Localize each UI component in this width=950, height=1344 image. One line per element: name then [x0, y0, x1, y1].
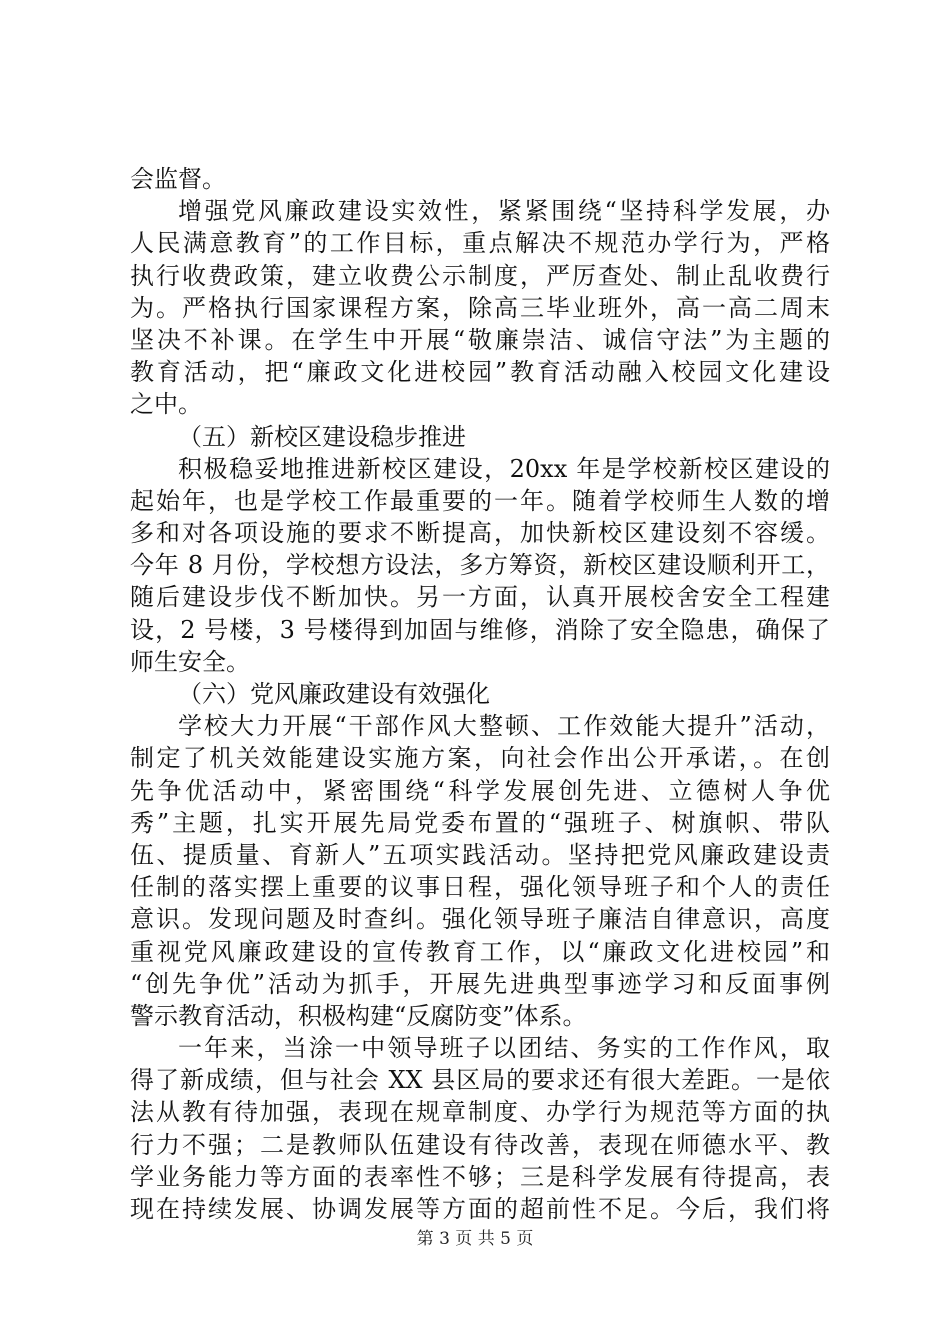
text-line: 今年 8 月份，学校想方设法，多方筹资，新校区建设顺利开工， — [130, 551, 830, 580]
paragraph-first-line: 一年来，当涂一中领导班子以团结、务实的工作作风，取 — [178, 1034, 830, 1063]
text-line: 之中。 — [130, 390, 202, 419]
text-line: 制定了机关效能建设实施方案，向社会作出公开承诺，。在创 — [130, 744, 830, 773]
text-line: 伍、提质量、育新人”五项实践活动。坚持把党风廉政建设责 — [130, 840, 830, 869]
text-line: 师生安全。 — [130, 647, 250, 676]
text-line: 任制的落实摆上重要的议事日程，强化领导班子和个人的责任 — [130, 873, 830, 902]
text-line: 教育活动，把“廉政文化进校园”教育活动融入校园文化建设 — [130, 358, 830, 387]
text-line: 先争优活动中，紧密围绕“科学发展创先进、立德树人争优 — [130, 776, 830, 805]
paragraph-first-line: 学校大力开展“干部作风大整顿、工作效能大提升”活动， — [178, 712, 830, 741]
text-line: 行力不强；二是教师队伍建设有待改善，表现在师德水平、教 — [130, 1130, 830, 1159]
text-line: 为。严格执行国家课程方案，除高三毕业班外，高一高二周末 — [130, 293, 830, 322]
document-body — [130, 163, 830, 1225]
text-line: 学业务能力等方面的表率性不够；三是科学发展有待提高，表 — [130, 1162, 830, 1191]
text-line: 设，2 号楼，3 号楼得到加固与维修，消除了安全隐患，确保了 — [130, 615, 830, 644]
paragraph-first-line: 积极稳妥地推进新校区建设，20xx 年是学校新校区建设的 — [178, 454, 830, 483]
section-heading: （五）新校区建设稳步推进 — [178, 422, 466, 451]
paragraph-first-line: 增强党风廉政建设实效性，紧紧围绕“坚持科学发展，办 — [178, 197, 830, 226]
text-line: 多和对各项设施的要求不断提高，加快新校区建设刻不容缓。 — [130, 519, 830, 548]
text-line: 法从教有待加强，表现在规章制度、办学行为规范等方面的执 — [130, 1098, 830, 1127]
page-number-footer: 第 3 页 共 5 页 — [416, 1229, 534, 1249]
text-line: 意识。发现问题及时查纠。强化领导班子廉洁自律意识，高度 — [130, 905, 830, 934]
text-line: “创先争优”活动为抓手，开展先进典型事迹学习和反面事例 — [130, 969, 830, 998]
text-line: 重视党风廉政建设的宣传教育工作，以“廉政文化进校园”和 — [130, 937, 830, 966]
text-line: 执行收费政策，建立收费公示制度，严厉查处、制止乱收费行 — [130, 261, 830, 290]
text-line: 随后建设步伐不断加快。另一方面，认真开展校舍安全工程建 — [130, 583, 830, 612]
text-line: 起始年，也是学校工作最重要的一年。随着学校师生人数的增 — [130, 486, 830, 515]
text-line: 人民满意教育”的工作目标，重点解决不规范办学行为，严格 — [130, 229, 830, 258]
section-heading: （六）党风廉政建设有效强化 — [178, 680, 490, 708]
text-line: 得了新成绩，但与社会 XX 县区局的要求还有很大差距。一是依 — [130, 1066, 830, 1095]
text-line: 现在持续发展、协调发展等方面的超前性不足。今后，我们将 — [130, 1195, 830, 1223]
text-line: 秀”主题，扎实开展先局党委布置的“强班子、树旗帜、带队 — [130, 808, 830, 837]
text-line: 会监督。 — [130, 165, 226, 193]
text-line: 坚决不补课。在学生中开展“敬廉崇洁、诚信守法”为主题的 — [130, 325, 830, 354]
text-line: 警示教育活动，积极构建“反腐防变”体系。 — [130, 1001, 587, 1030]
